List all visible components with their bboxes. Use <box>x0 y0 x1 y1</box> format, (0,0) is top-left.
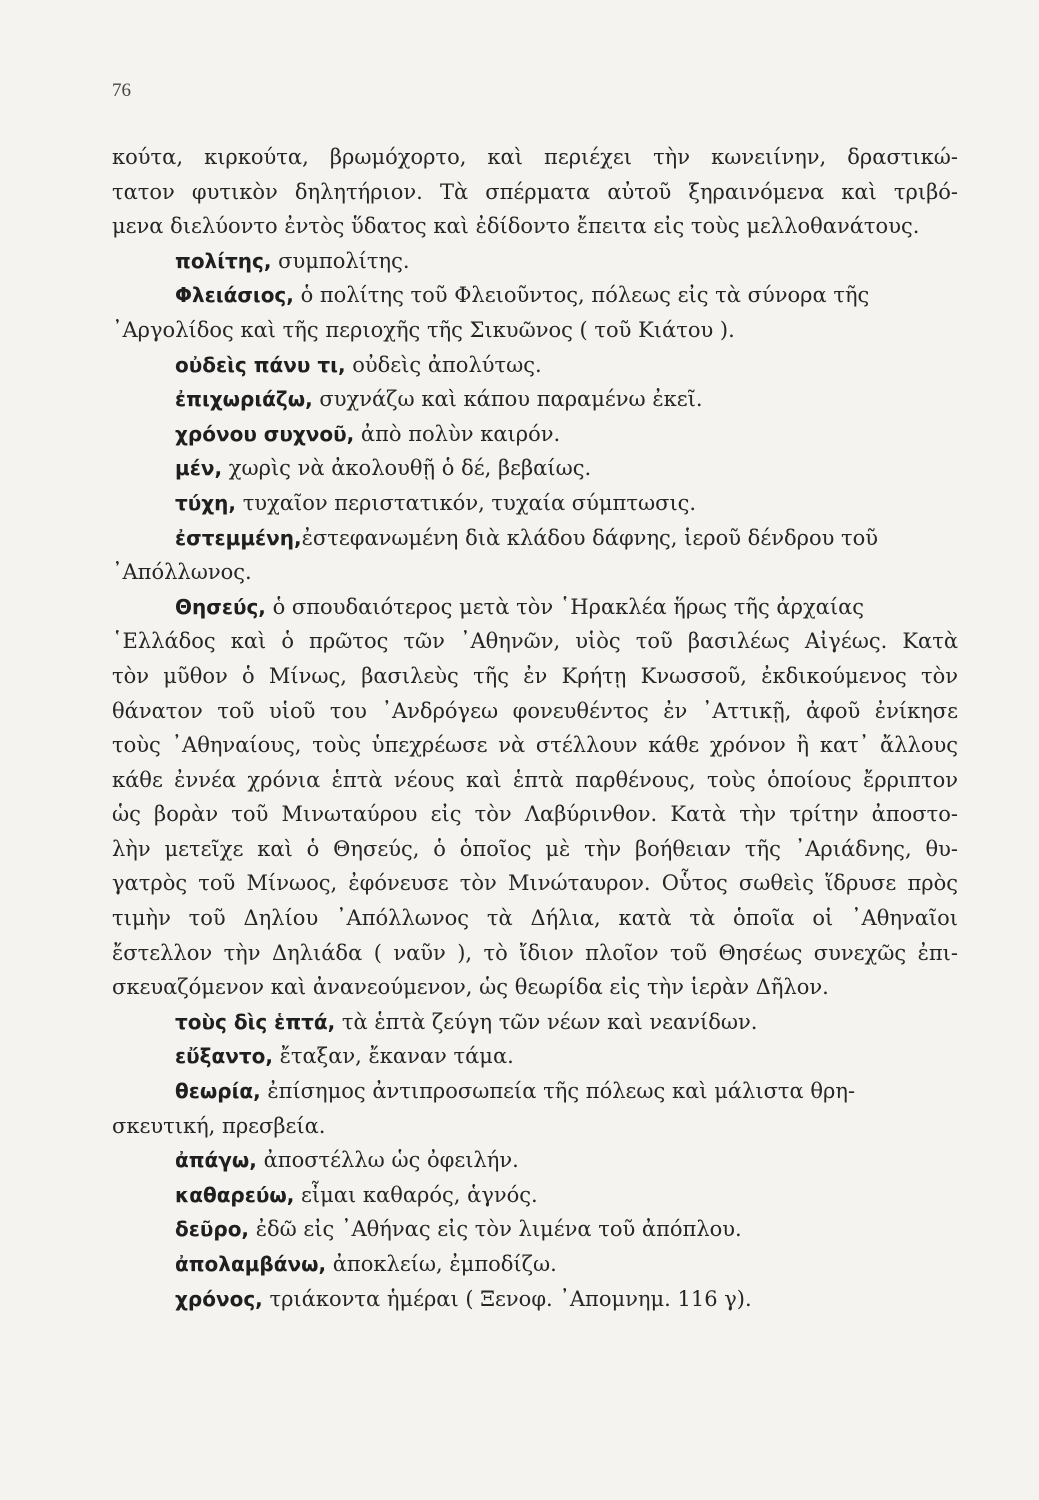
entry-gloss: τὰ ἑπτὰ ζεύγη τῶν νέων καὶ νεανίδων. <box>335 1009 758 1034</box>
entry-gloss: ἀπὸ πολὺν καιρόν. <box>354 421 561 446</box>
page-number: 76 <box>112 80 131 101</box>
glossary-entry <box>112 1212 958 1247</box>
glossary-entry <box>112 1143 958 1178</box>
text-line: γατρὸς τοῦ Μίνωος, ἐφόνευσε τὸν Μινώταυρον. Οὗτος σωθεὶς ἵδρυσε πρὸς <box>112 871 958 896</box>
entry-term: χρόνος, <box>175 1286 263 1311</box>
glossary-entry <box>112 1039 958 1074</box>
text-line: θάνατον τοῦ υἱοῦ του ᾿Ανδρόγεω φονευθέντος ἐν ᾿Αττικῇ, ἀφοῦ ἐνίκησε <box>112 698 958 723</box>
glossary-entry <box>112 348 958 383</box>
entry-gloss: ἐδῶ εἰς ᾿Αθήνας εἰς τὸν λιμένα τοῦ ἀπόπλου. <box>249 1217 742 1242</box>
glossary-entry <box>112 382 958 417</box>
text-line: ᾿Απόλλωνος. <box>112 560 252 585</box>
entry-term: καθαρεύω, <box>175 1182 295 1207</box>
entry-term: Φλειάσιος, <box>175 283 294 308</box>
glossary-entry <box>112 1074 958 1109</box>
entry-gloss: ἐπίσημος ἀντιπροσωπεία τῆς πόλεως καὶ μάλιστα θρη- <box>260 1079 856 1104</box>
entry-term: χρόνου συχνοῦ, <box>175 421 355 446</box>
glossary-entry <box>112 521 958 556</box>
text-line: σκευτική, πρεσβεία. <box>112 1113 326 1138</box>
entry-term: μέν, <box>175 456 223 481</box>
text-line: τατον φυτικὸν δηλητήριον. Τὰ σπέρματα αὐτοῦ ξηραινόμενα καὶ τριβό- <box>112 179 958 204</box>
glossary-entry <box>112 590 958 625</box>
text-line: κούτα, κιρκούτα, βρωμόχορτο, καὶ περιέχει τὴν κωνειίνην, δραστικώ- <box>112 145 958 169</box>
glossary-entry <box>112 451 958 486</box>
entry-gloss: τυχαῖον περιστατικόν, τυχαία σύμπτωσις. <box>236 490 697 515</box>
entry-gloss: ἐστεφανωμένη διὰ κλάδου δάφνης, ἱεροῦ δένδρου τοῦ <box>301 525 879 550</box>
entry-gloss: εἶμαι καθαρός, ἁγνός. <box>294 1182 538 1207</box>
glossary-entry <box>112 278 958 313</box>
entry-gloss: οὐδεὶς ἀπολύτως. <box>345 352 542 377</box>
text-line: σκευαζόμενον καὶ ἀνανεούμενον, ὡς θεωρίδα εἰς τὴν ἱερὰν Δῆλον. <box>112 975 829 1000</box>
entry-term: ἀπολαμβάνω, <box>175 1252 327 1276</box>
glossary-entry <box>112 1178 958 1213</box>
entry-gloss: ἔταξαν, ἔκαναν τάμα. <box>272 1044 514 1069</box>
glossary-entry <box>112 1005 958 1040</box>
entry-term: πολίτης, <box>175 248 272 273</box>
glossary-entry <box>112 244 958 279</box>
entry-gloss: συμπολίτης. <box>271 248 410 273</box>
entry-term: θεωρία, <box>175 1079 261 1104</box>
entry-gloss: ὁ σπουδαιότερος μετὰ τὸν ῾Ηρακλέα ἥρως τῆς ἀρχαίας <box>265 594 865 619</box>
entry-gloss: συχνάζω καὶ κάπου παραμένω ἐκεῖ. <box>312 387 703 412</box>
entry-term: δεῦρο, <box>175 1217 250 1242</box>
text-line: ῾Ελλάδος καὶ ὁ πρῶτος τῶν ᾿Αθηνῶν, υἱὸς τοῦ βασιλέως Αἰγέως. Κατὰ <box>112 629 958 654</box>
glossary-entry <box>112 1282 958 1317</box>
text-line: μενα διελύοντο ἐντὸς ὕδατος καὶ ἐδίδοντο ἔπειτα εἰς τοὺς μελλοθανάτους. <box>112 214 920 239</box>
text-line: τιμὴν τοῦ Δηλίου ᾿Απόλλωνος τὰ Δήλια, κατὰ τὰ ὁποῖα οἱ ᾿Αθηναῖοι <box>112 906 958 931</box>
entry-term: ἐστεμμένη, <box>175 525 302 550</box>
glossary-entry <box>112 1247 958 1282</box>
text-line: λὴν μετεῖχε καὶ ὁ Θησεύς, ὁ ὁποῖος μὲ τὴν βοήθειαν τῆς ᾿Αριάδνης, θυ- <box>112 836 958 861</box>
entry-gloss: χωρὶς νὰ ἀκολουθῇ ὁ δέ, βεβαίως. <box>222 456 592 481</box>
entry-term: τύχη, <box>175 490 237 515</box>
entry-gloss: ἀποστέλλω ὡς ὀφειλήν. <box>256 1148 519 1173</box>
text-line: τοὺς ᾿Αθηναίους, τοὺς ὑπεχρέωσε νὰ στέλλουν κάθε χρόνον ἢ κατ᾿ ἄλλους <box>112 733 958 758</box>
text-line: ᾿Αργολίδος καὶ τῆς περιοχῆς τῆς Σικυῶνος ( τοῦ Κιάτου ). <box>112 317 735 342</box>
entry-term: οὐδεὶς πάνυ τι, <box>175 352 346 377</box>
text-line: ὡς βορὰν τοῦ Μινωταύρου εἰς τὸν Λαβύρινθον. Κατὰ τὴν τρίτην ἀποστο- <box>112 802 958 827</box>
text-block <box>112 140 958 1316</box>
text-line: τὸν μῦθον ὁ Μίνως, βασιλεὺς τῆς ἐν Κρήτῃ Κνωσσοῦ, ἐκδικούμενος τὸν <box>112 663 958 688</box>
entry-term: εὔξαντο, <box>175 1044 273 1069</box>
entry-term: ἀπάγω, <box>175 1148 257 1173</box>
text-line: ἔστελλον τὴν Δηλιάδα ( ναῦν ), τὸ ἴδιον πλοῖον τοῦ Θησέως συνεχῶς ἐπι- <box>112 940 958 965</box>
entry-gloss: τριάκοντα ἡμέραι ( Ξενοφ. ᾿Απομνημ. 116 γ). <box>262 1286 752 1311</box>
entry-term: τοὺς δὶς ἑπτά, <box>175 1009 336 1034</box>
entry-term: ἐπιχωριάζω, <box>175 387 313 412</box>
glossary-entry <box>112 417 958 452</box>
entry-gloss: ὁ πολίτης τοῦ Φλειοῦντος, πόλεως εἰς τὰ σύνορα τῆς <box>293 283 870 308</box>
glossary-entry <box>112 486 958 521</box>
entry-gloss: ἀποκλείω, ἐμποδίζω. <box>326 1252 557 1276</box>
entry-term: Θησεύς, <box>175 594 266 619</box>
text-line: κάθε ἐννέα χρόνια ἑπτὰ νέους καὶ ἑπτὰ παρθένους, τοὺς ὁποίους ἔρριπτον <box>112 767 958 792</box>
